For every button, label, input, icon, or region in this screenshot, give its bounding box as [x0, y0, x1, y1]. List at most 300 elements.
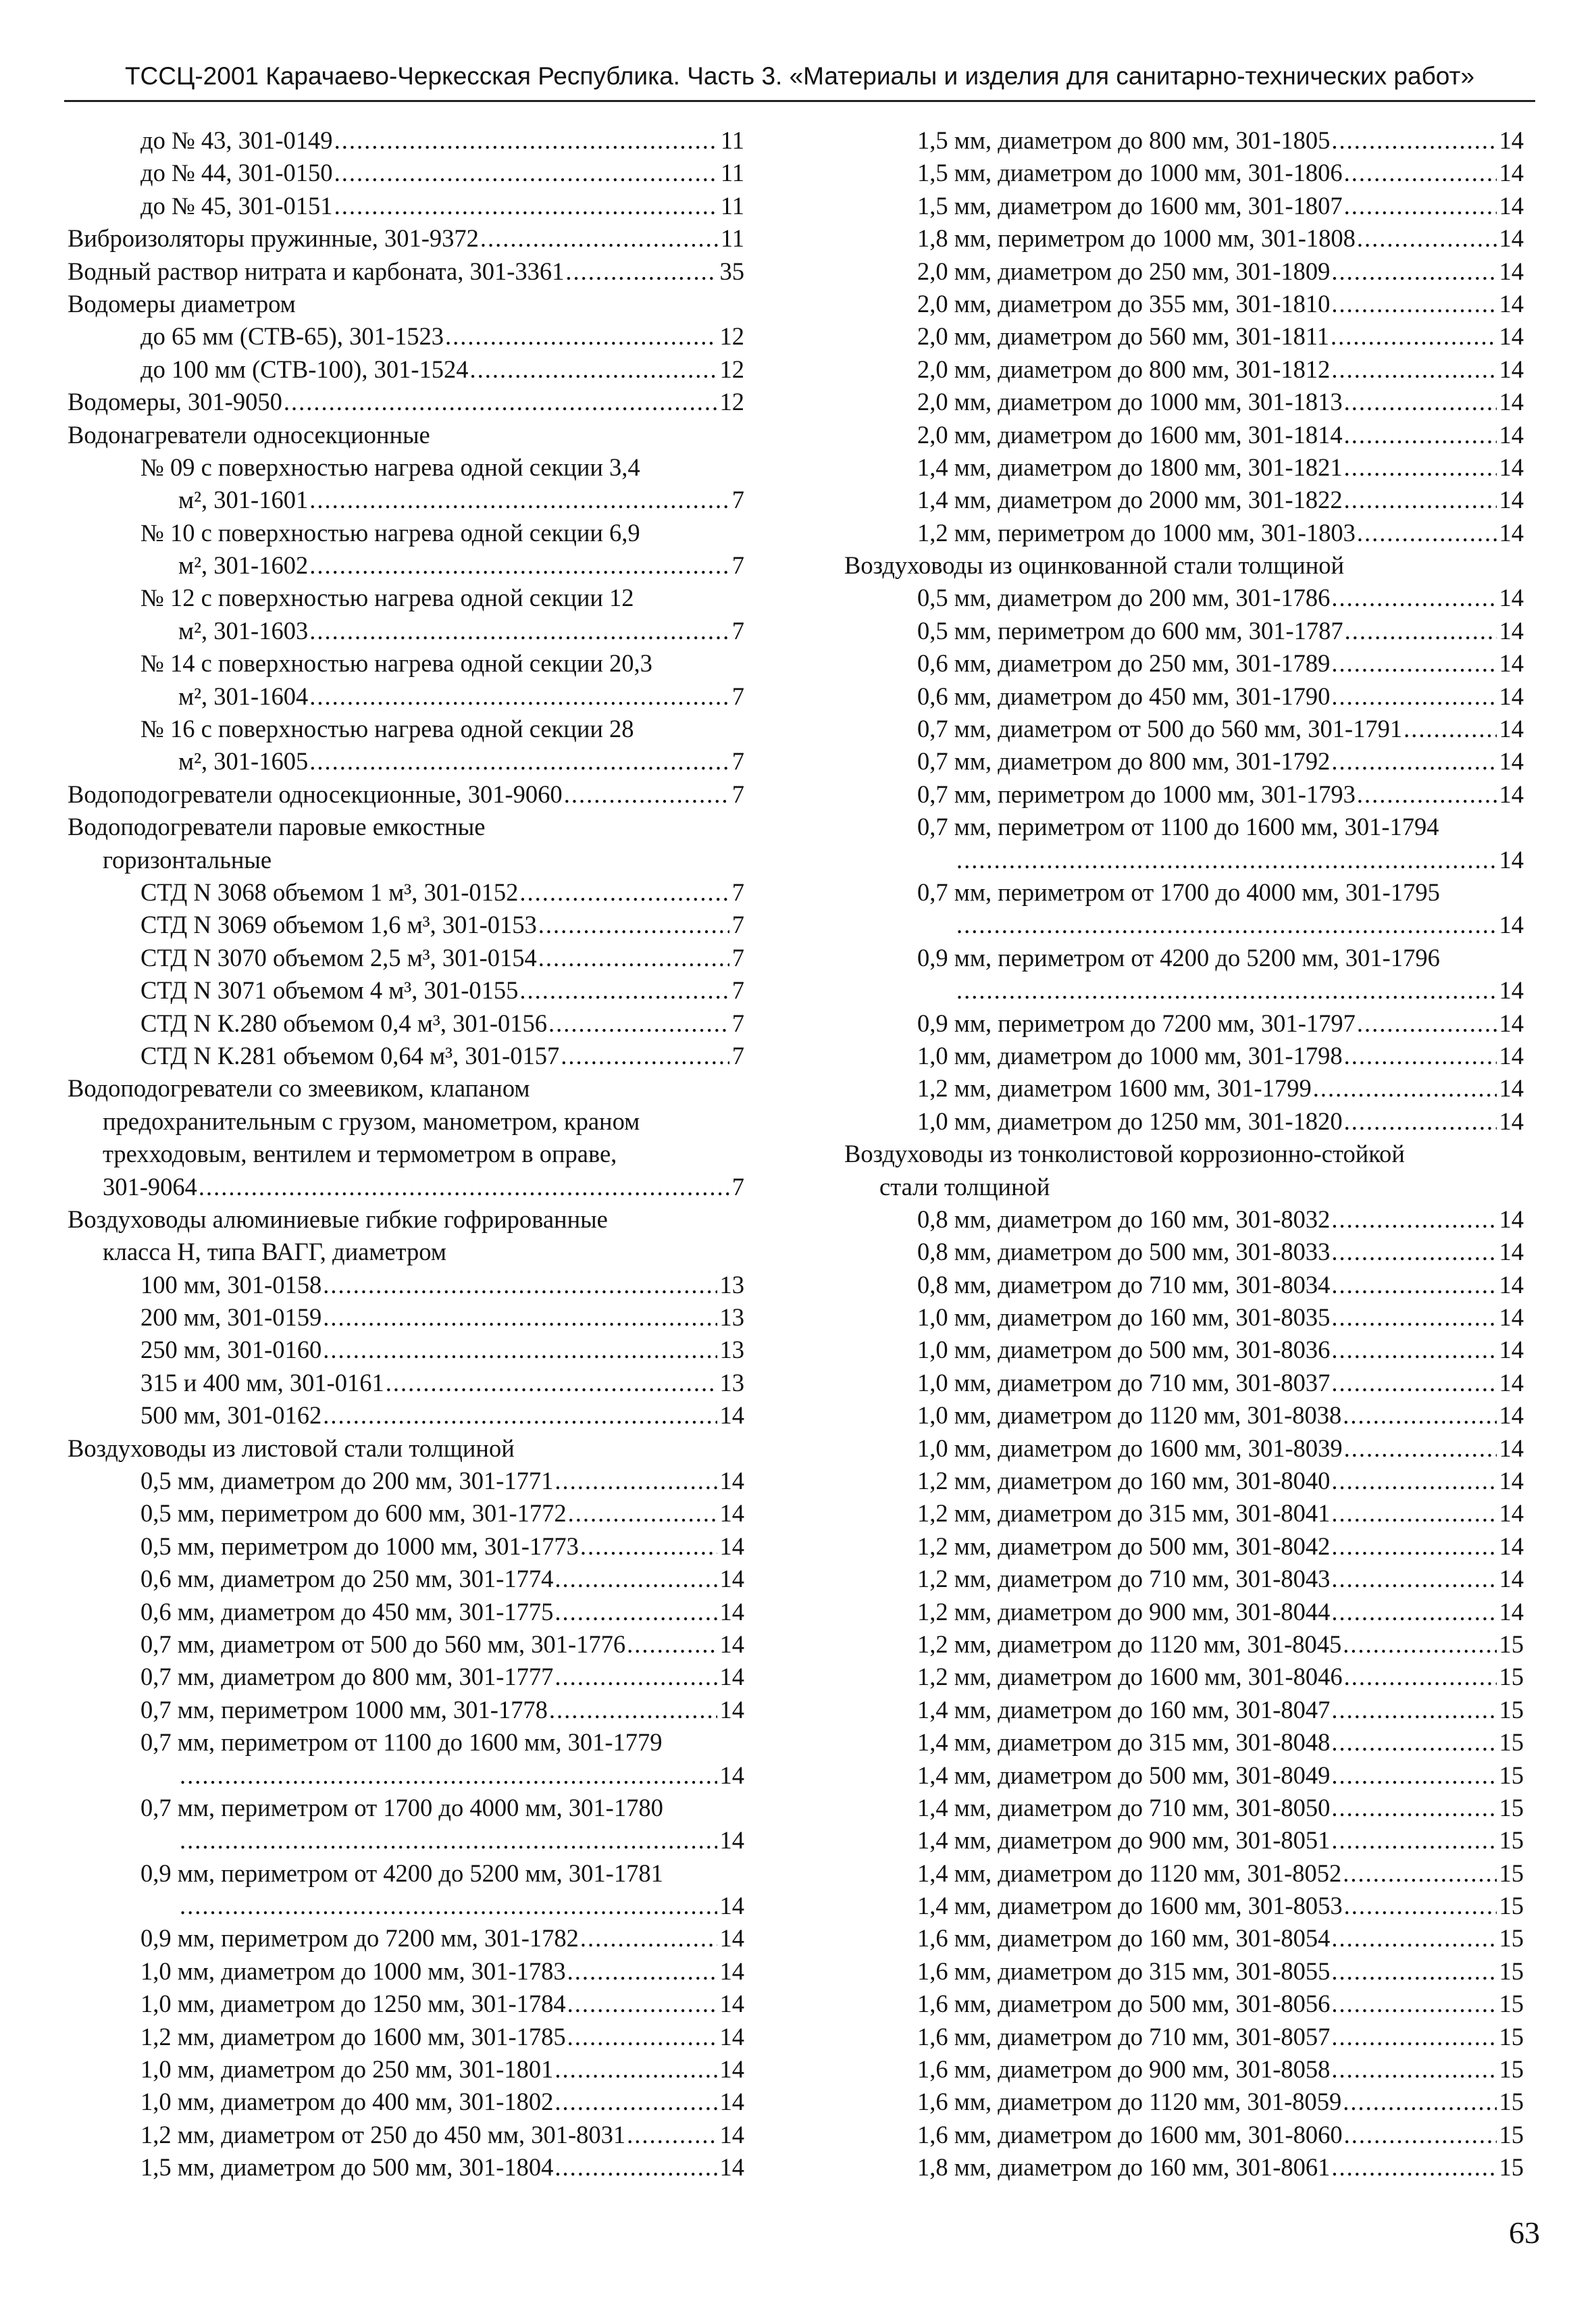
index-entry — [68, 1694, 744, 1726]
index-entry-page: 7 — [731, 747, 744, 776]
index-entry-page: 14 — [1499, 1041, 1524, 1070]
index-entry-text: 1,0 мм, диаметром до 1120 мм, 301-8038 — [917, 1401, 1342, 1430]
index-entry-text: 2,0 мм, диаметром до 250 мм, 301-1809 — [917, 257, 1331, 285]
index-entry — [68, 517, 744, 549]
index-entry-text: 0,9 мм, периметром до 7200 мм, 301-1797 — [917, 1009, 1356, 1037]
leader-dots — [538, 909, 729, 941]
index-entry-text: СТД N 3068 объемом 1 м³, 301-0152 — [140, 878, 519, 906]
index-entry — [844, 909, 1524, 941]
leader-dots — [323, 1399, 717, 1432]
index-entry-text: СТД N 3071 объемом 4 м³, 301-0155 — [140, 976, 519, 1005]
leader-dots — [1331, 1759, 1496, 1792]
index-entry-page: 7 — [731, 616, 744, 645]
index-entry-page: 13 — [719, 1303, 744, 1332]
leader-dots — [538, 942, 729, 974]
index-entry-page: 14 — [1499, 584, 1524, 612]
leader-dots — [627, 2119, 717, 2151]
index-entry-page: 14 — [1499, 1499, 1524, 1528]
index-entry-page: 14 — [1499, 486, 1524, 514]
leader-dots — [555, 1596, 717, 1628]
index-entry-text: Водоподогреватели односекционные, 301-9060 — [68, 780, 563, 808]
index-entry-text: № 16 с поверхностью нагрева одной секции 28 — [140, 715, 634, 743]
index-entry-text: класса Н, типа ВАГГ, диаметром — [103, 1238, 446, 1266]
index-entry-page: 14 — [1499, 616, 1524, 645]
leader-dots — [1331, 1563, 1496, 1595]
index-entry-page: 14 — [1499, 126, 1524, 154]
index-entry — [68, 745, 744, 778]
index-entry-text: Водомеры, 301-9050 — [68, 388, 282, 416]
index-entry — [844, 549, 1524, 582]
index-entry-text: 0,7 мм, периметром от 1700 до 4000 мм, 301-1795 — [917, 878, 1440, 906]
index-entry — [68, 1726, 744, 1759]
index-entry-text: 0,8 мм, диаметром до 160 мм, 301-8032 — [917, 1205, 1331, 1233]
index-entry — [844, 647, 1524, 680]
index-entry-text: 1,6 мм, диаметром до 1600 мм, 301-8060 — [917, 2120, 1343, 2148]
index-entry-page: 11 — [720, 126, 744, 154]
index-entry — [844, 1171, 1524, 1203]
index-entry — [68, 2119, 744, 2151]
leader-dots — [1331, 1203, 1496, 1236]
index-entry-text: 1,2 мм, диаметром до 900 мм, 301-8044 — [917, 1597, 1331, 1626]
leader-dots — [470, 353, 717, 386]
index-entry-text: 1,6 мм, диаметром до 1120 мм, 301-8059 — [917, 2088, 1342, 2116]
index-entry-page: 14 — [719, 2153, 744, 2182]
index-entry-text: 1,4 мм, диаметром до 500 мм, 301-8049 — [917, 1761, 1331, 1789]
index-entry — [68, 942, 744, 974]
index-entry-text: 2,0 мм, диаметром до 1000 мм, 301-1813 — [917, 388, 1343, 416]
index-entry — [844, 1955, 1524, 1988]
index-entry-page: 14 — [1499, 1107, 1524, 1135]
index-entry — [68, 2086, 744, 2118]
leader-dots — [323, 1334, 717, 1366]
leader-dots — [1344, 419, 1497, 451]
leader-dots — [956, 974, 1497, 1007]
index-entry-text: 1,4 мм, диаметром до 900 мм, 301-8051 — [917, 1826, 1331, 1855]
index-entry-page: 14 — [719, 1565, 744, 1593]
index-entry-page: 14 — [719, 2088, 744, 2116]
index-entry-page: 14 — [1499, 1532, 1524, 1560]
index-entry-text: Водный раствор нитрата и карбоната, 301-3361 — [68, 257, 565, 285]
index-entry-text: до № 44, 301-0150 — [140, 159, 333, 187]
index-entry — [68, 1367, 744, 1399]
index-entry-page: 15 — [1499, 1892, 1524, 1920]
index-entry-text: 1,0 мм, диаметром до 160 мм, 301-8035 — [917, 1303, 1331, 1332]
leader-dots — [1343, 1628, 1496, 1661]
index-entry-text: 0,7 мм, периметром от 1700 до 4000 мм, 301-1780 — [140, 1793, 663, 1821]
index-entry-page: 14 — [1499, 1597, 1524, 1626]
index-entry-text: 1,4 мм, диаметром до 160 мм, 301-8047 — [917, 1695, 1331, 1724]
index-entry-text: 1,5 мм, диаметром до 1600 мм, 301-1807 — [917, 191, 1343, 220]
index-entry-page: 15 — [1499, 2120, 1524, 2148]
index-entry — [68, 1661, 744, 1693]
index-entry — [844, 1040, 1524, 1072]
index-entry-text: 0,6 мм, диаметром до 450 мм, 301-1790 — [917, 682, 1331, 710]
index-entry — [844, 1988, 1524, 2020]
index-entry — [68, 909, 744, 941]
index-entry — [68, 844, 744, 876]
index-entry — [68, 680, 744, 713]
index-entry-page: 14 — [1499, 453, 1524, 481]
index-entry-text: 2,0 мм, диаметром до 560 мм, 301-1811 — [917, 322, 1330, 351]
index-entry-page: 14 — [1499, 1074, 1524, 1103]
leader-dots — [1331, 1465, 1496, 1497]
index-entry-page: 14 — [719, 1695, 744, 1724]
leader-dots — [567, 2021, 717, 2053]
leader-dots — [1331, 1236, 1496, 1268]
leader-dots — [334, 190, 718, 222]
index-entry-page: 11 — [720, 159, 744, 187]
leader-dots — [445, 320, 717, 353]
index-entry-page: 14 — [719, 1990, 744, 2018]
leader-dots — [1331, 1497, 1496, 1530]
leader-dots — [309, 745, 729, 778]
leader-dots — [309, 484, 729, 516]
index-entry-text: Воздуховоды из оцинкованной стали толщиной — [844, 551, 1345, 580]
index-entry-page: 7 — [731, 911, 744, 939]
index-entry — [68, 1530, 744, 1563]
index-entry — [844, 124, 1524, 157]
index-entry — [68, 1792, 744, 1824]
index-entry-page: 13 — [719, 1368, 744, 1397]
leader-dots — [548, 1007, 729, 1040]
leader-dots — [549, 1694, 717, 1726]
index-entry-text: 200 мм, 301-0159 — [140, 1303, 322, 1332]
index-entry — [844, 320, 1524, 353]
leader-dots — [386, 1367, 717, 1399]
index-entry — [68, 1857, 744, 1890]
index-entry — [68, 1072, 744, 1105]
index-entry — [844, 876, 1524, 909]
index-entry — [844, 1922, 1524, 1955]
index-entry-text: Виброизоляторы пружинные, 301-9372 — [68, 224, 479, 253]
index-entry — [68, 1334, 744, 1366]
index-entry — [68, 2021, 744, 2053]
leader-dots — [567, 1988, 717, 2020]
index-entry-page: 14 — [719, 1467, 744, 1495]
index-entry-page: 15 — [1499, 1663, 1524, 1691]
index-entry-text: 1,4 мм, диаметром до 1120 мм, 301-8052 — [917, 1859, 1342, 1887]
leader-dots — [564, 778, 729, 811]
index-entry-text: м², 301-1603 — [178, 616, 309, 645]
index-entry-text: 0,9 мм, периметром от 4200 до 5200 мм, 301-1781 — [140, 1859, 663, 1887]
index-entry-page: 15 — [1499, 1793, 1524, 1821]
leader-dots — [1331, 1367, 1496, 1399]
index-entry-text: м², 301-1601 — [178, 486, 309, 514]
leader-dots — [1331, 1694, 1496, 1726]
leader-dots — [1331, 1530, 1496, 1563]
index-entry-page: 13 — [719, 1336, 744, 1364]
index-entry — [68, 353, 744, 386]
index-entry-page: 14 — [1499, 845, 1524, 874]
index-entry-text: 2,0 мм, диаметром до 800 мм, 301-1812 — [917, 355, 1331, 383]
index-entry — [68, 1301, 744, 1334]
index-entry-text: 1,0 мм, диаметром до 250 мм, 301-1801 — [140, 2055, 554, 2084]
index-entry — [68, 288, 744, 320]
leader-dots — [1343, 2086, 1496, 2118]
index-entry-page: 14 — [1499, 322, 1524, 351]
index-entry — [68, 1203, 744, 1236]
index-entry-text: до 100 мм (СТВ-100), 301-1524 — [140, 355, 469, 383]
index-entry — [68, 1497, 744, 1530]
index-entry-text: 1,2 мм, диаметром до 500 мм, 301-8042 — [917, 1532, 1331, 1560]
index-entry — [68, 386, 744, 418]
index-entry-text: 1,2 мм, диаметром до 1600 мм, 301-1785 — [140, 2022, 566, 2051]
index-entry-page: 11 — [720, 191, 744, 220]
index-entry-page: 15 — [1499, 1924, 1524, 1953]
leader-dots — [1344, 190, 1497, 222]
index-entry — [844, 1694, 1524, 1726]
index-entry-text: 1,2 мм, диаметром 1600 мм, 301-1799 — [917, 1074, 1312, 1103]
index-entry — [844, 517, 1524, 549]
index-entry-page: 15 — [1499, 2055, 1524, 2084]
leader-dots — [1357, 1007, 1497, 1040]
index-entry-page: 14 — [719, 1761, 744, 1789]
index-entry-page: 14 — [1499, 911, 1524, 939]
leader-dots — [284, 386, 717, 418]
leader-dots — [1331, 1955, 1496, 1988]
index-entry-page: 14 — [1499, 1238, 1524, 1266]
index-entry — [844, 745, 1524, 778]
leader-dots — [1344, 2119, 1497, 2151]
index-entry — [844, 582, 1524, 614]
index-entry-text: 1,0 мм, диаметром до 500 мм, 301-8036 — [917, 1336, 1331, 1364]
leader-dots — [956, 844, 1497, 876]
index-entry — [844, 942, 1524, 974]
index-entry-text: 0,7 мм, периметром от 1100 до 1600 мм, 301-1779 — [140, 1728, 663, 1757]
leader-dots — [309, 549, 729, 582]
index-entry-page: 12 — [719, 322, 744, 351]
leader-dots — [1331, 124, 1496, 157]
index-entry-text: 0,6 мм, диаметром до 450 мм, 301-1775 — [140, 1597, 554, 1626]
index-entry-text: 1,5 мм, диаметром до 800 мм, 301-1805 — [917, 126, 1331, 154]
index-entry — [844, 157, 1524, 189]
index-entry — [68, 1596, 744, 1628]
leader-dots — [956, 909, 1497, 941]
index-entry-text: № 10 с поверхностью нагрева одной секции 6,9 — [140, 518, 640, 547]
leader-dots — [555, 1465, 717, 1497]
index-entry — [844, 1301, 1524, 1334]
index-entry — [844, 1890, 1524, 1922]
leader-dots — [555, 1563, 717, 1595]
index-entry-text: 0,7 мм, диаметром от 500 до 560 мм, 301-1791 — [917, 715, 1403, 743]
index-entry — [844, 1367, 1524, 1399]
leader-dots — [1344, 1432, 1497, 1465]
index-entry-text: 0,7 мм, диаметром до 800 мм, 301-1777 — [140, 1663, 554, 1691]
index-entry-page: 14 — [1499, 780, 1524, 808]
index-entry — [68, 1922, 744, 1955]
index-entry-text: 1,2 мм, диаметром от 250 до 450 мм, 301-8031 — [140, 2120, 626, 2148]
leader-dots — [309, 615, 729, 647]
page-number: 63 — [1509, 2215, 1540, 2250]
leader-dots — [1331, 1792, 1496, 1824]
index-entry — [844, 419, 1524, 451]
leader-dots — [567, 1955, 717, 1988]
leader-dots — [519, 974, 729, 1007]
index-entry-text: 1,2 мм, диаметром до 1120 мм, 301-8045 — [917, 1630, 1342, 1658]
index-entry-text: 100 мм, 301-0158 — [140, 1270, 322, 1299]
index-entry-page: 14 — [1499, 649, 1524, 678]
index-entry-page: 7 — [731, 1009, 744, 1037]
index-entry — [844, 1432, 1524, 1465]
leader-dots — [199, 1171, 729, 1203]
index-entry — [844, 353, 1524, 386]
index-entry-page: 14 — [719, 1630, 744, 1658]
leader-dots — [1331, 1301, 1496, 1334]
index-entry — [68, 811, 744, 843]
index-entry-text: СТД N К.281 объемом 0,64 м³, 301-0157 — [140, 1041, 560, 1070]
index-entry-page: 15 — [1499, 1990, 1524, 2018]
index-entry-page: 7 — [731, 551, 744, 580]
index-entry-text: 1,8 мм, периметром до 1000 мм, 301-1808 — [917, 224, 1356, 253]
index-entry — [844, 680, 1524, 713]
index-entry-page: 14 — [1499, 1336, 1524, 1364]
index-entry — [844, 1497, 1524, 1530]
index-entry-text: 0,5 мм, диаметром до 200 мм, 301-1786 — [917, 584, 1331, 612]
index-entry — [68, 647, 744, 680]
index-entry — [68, 222, 744, 255]
index-entry-text: 1,6 мм, диаметром до 500 мм, 301-8056 — [917, 1990, 1331, 2018]
index-entry — [844, 1759, 1524, 1792]
index-entry-text: до № 43, 301-0149 — [140, 126, 333, 154]
index-entry-text: 301-9064 — [103, 1172, 197, 1201]
index-entry — [844, 2151, 1524, 2184]
index-entry-text: Воздуховоды из тонколистовой коррозионно-стойкой — [844, 1140, 1405, 1168]
index-entry-text: № 14 с поверхностью нагрева одной секции 20,3 — [140, 649, 652, 678]
index-entry-page: 15 — [1499, 1695, 1524, 1724]
index-entry-page: 14 — [1499, 355, 1524, 383]
index-entry-page: 14 — [1499, 682, 1524, 710]
index-entry — [68, 876, 744, 909]
index-entry-page: 7 — [731, 682, 744, 710]
index-entry — [68, 124, 744, 157]
index-entry — [68, 1628, 744, 1661]
index-entry — [844, 1334, 1524, 1366]
index-entry-text: м², 301-1604 — [178, 682, 309, 710]
index-entry — [844, 1596, 1524, 1628]
leader-dots — [1357, 222, 1497, 255]
index-entry-text: 0,8 мм, диаметром до 710 мм, 301-8034 — [917, 1270, 1331, 1299]
leader-dots — [1331, 2151, 1496, 2184]
index-entry-page: 14 — [719, 1663, 744, 1691]
index-entry — [844, 255, 1524, 288]
index-entry-page: 7 — [731, 486, 744, 514]
index-entry-text: 1,0 мм, диаметром до 1000 мм, 301-1783 — [140, 1957, 566, 1985]
index-entry — [68, 1465, 744, 1497]
leader-dots — [1343, 1857, 1496, 1890]
leader-dots — [580, 1530, 717, 1563]
leader-dots — [1331, 2021, 1496, 2053]
index-entry-text: 1,0 мм, диаметром до 710 мм, 301-8037 — [917, 1368, 1331, 1397]
index-entry-text: 1,4 мм, диаметром до 710 мм, 301-8050 — [917, 1793, 1331, 1821]
index-entry — [68, 549, 744, 582]
leader-dots — [568, 1497, 717, 1530]
index-entry-page: 14 — [719, 1957, 744, 1985]
index-entry — [844, 2119, 1524, 2151]
leader-dots — [1344, 1661, 1497, 1693]
index-entry-page: 15 — [1499, 1957, 1524, 1985]
index-entry — [844, 1236, 1524, 1268]
index-entry — [68, 419, 744, 451]
leader-dots — [1344, 1105, 1497, 1138]
index-entry-text: 315 и 400 мм, 301-0161 — [140, 1368, 384, 1397]
index-entry — [844, 1269, 1524, 1301]
index-entry — [68, 1007, 744, 1040]
leader-dots — [1331, 582, 1496, 614]
index-entry — [68, 1432, 744, 1465]
index-entry — [68, 1759, 744, 1792]
leader-dots — [555, 2151, 717, 2184]
index-entry — [68, 320, 744, 353]
index-entry-text: 0,6 мм, диаметром до 250 мм, 301-1774 — [140, 1565, 554, 1593]
index-entry-page: 7 — [731, 976, 744, 1005]
leader-dots — [180, 1759, 717, 1792]
index-entry-text: 500 мм, 301-0162 — [140, 1401, 322, 1430]
leader-dots — [1357, 517, 1497, 549]
index-entry-page: 14 — [1499, 191, 1524, 220]
leader-dots — [555, 2086, 717, 2118]
index-entry-text: 2,0 мм, диаметром до 1600 мм, 301-1814 — [917, 420, 1343, 449]
index-entry-text: 0,5 мм, периметром до 600 мм, 301-1772 — [140, 1499, 567, 1528]
index-entry — [844, 1465, 1524, 1497]
index-entry-text: 0,7 мм, диаметром от 500 до 560 мм, 301-1776 — [140, 1630, 626, 1658]
leader-dots — [1331, 1726, 1496, 1759]
index-entry-text: до № 45, 301-0151 — [140, 191, 333, 220]
index-entry — [844, 778, 1524, 811]
leader-dots — [1331, 255, 1496, 288]
index-entry — [844, 844, 1524, 876]
index-entry-text: 0,9 мм, периметром от 4200 до 5200 мм, 301-1796 — [917, 943, 1440, 972]
leader-dots — [1344, 1890, 1497, 1922]
index-entry-text: 1,6 мм, диаметром до 900 мм, 301-8058 — [917, 2055, 1331, 2084]
index-entry-text: 0,7 мм, периметром 1000 мм, 301-1778 — [140, 1695, 548, 1724]
index-entry — [844, 1399, 1524, 1432]
index-entry-page: 7 — [731, 943, 744, 972]
index-entry — [844, 288, 1524, 320]
index-entry-page: 14 — [719, 1826, 744, 1855]
index-entry — [68, 157, 744, 189]
index-entry-page: 15 — [1499, 1761, 1524, 1789]
index-entry-text: 1,2 мм, диаметром до 315 мм, 301-8041 — [917, 1499, 1331, 1528]
index-entry-page: 14 — [1499, 715, 1524, 743]
index-entry — [844, 713, 1524, 745]
index-entry — [844, 1824, 1524, 1857]
index-entry — [68, 1138, 744, 1170]
leader-dots — [1344, 484, 1497, 516]
index-entry — [844, 2021, 1524, 2053]
index-entry-text: 1,2 мм, диаметром до 1600 мм, 301-8046 — [917, 1663, 1343, 1691]
index-entry-text: 1,0 мм, диаметром до 1600 мм, 301-8039 — [917, 1434, 1343, 1462]
index-entry-page: 7 — [731, 1041, 744, 1070]
index-column-right — [844, 124, 1524, 2184]
index-entry-page: 14 — [719, 1597, 744, 1626]
leader-dots — [309, 680, 729, 713]
index-entry — [68, 1105, 744, 1138]
index-entry-text: Водонагреватели односекционные — [68, 420, 430, 449]
index-entry-text: 1,2 мм, периметром до 1000 мм, 301-1803 — [917, 518, 1356, 547]
index-entry — [68, 1171, 744, 1203]
index-entry — [68, 1236, 744, 1268]
index-entry-text: СТД N 3069 объемом 1,6 м³, 301-0153 — [140, 911, 537, 939]
leader-dots — [1331, 288, 1496, 320]
index-entry — [68, 1890, 744, 1922]
index-entry — [844, 811, 1524, 843]
index-entry — [844, 1661, 1524, 1693]
index-entry-text: 1,4 мм, диаметром до 1800 мм, 301-1821 — [917, 453, 1343, 481]
index-entry-text: стали толщиной — [879, 1172, 1050, 1201]
index-entry-page: 14 — [1499, 289, 1524, 318]
index-entry-page: 15 — [1499, 2088, 1524, 2116]
index-entry — [844, 451, 1524, 484]
